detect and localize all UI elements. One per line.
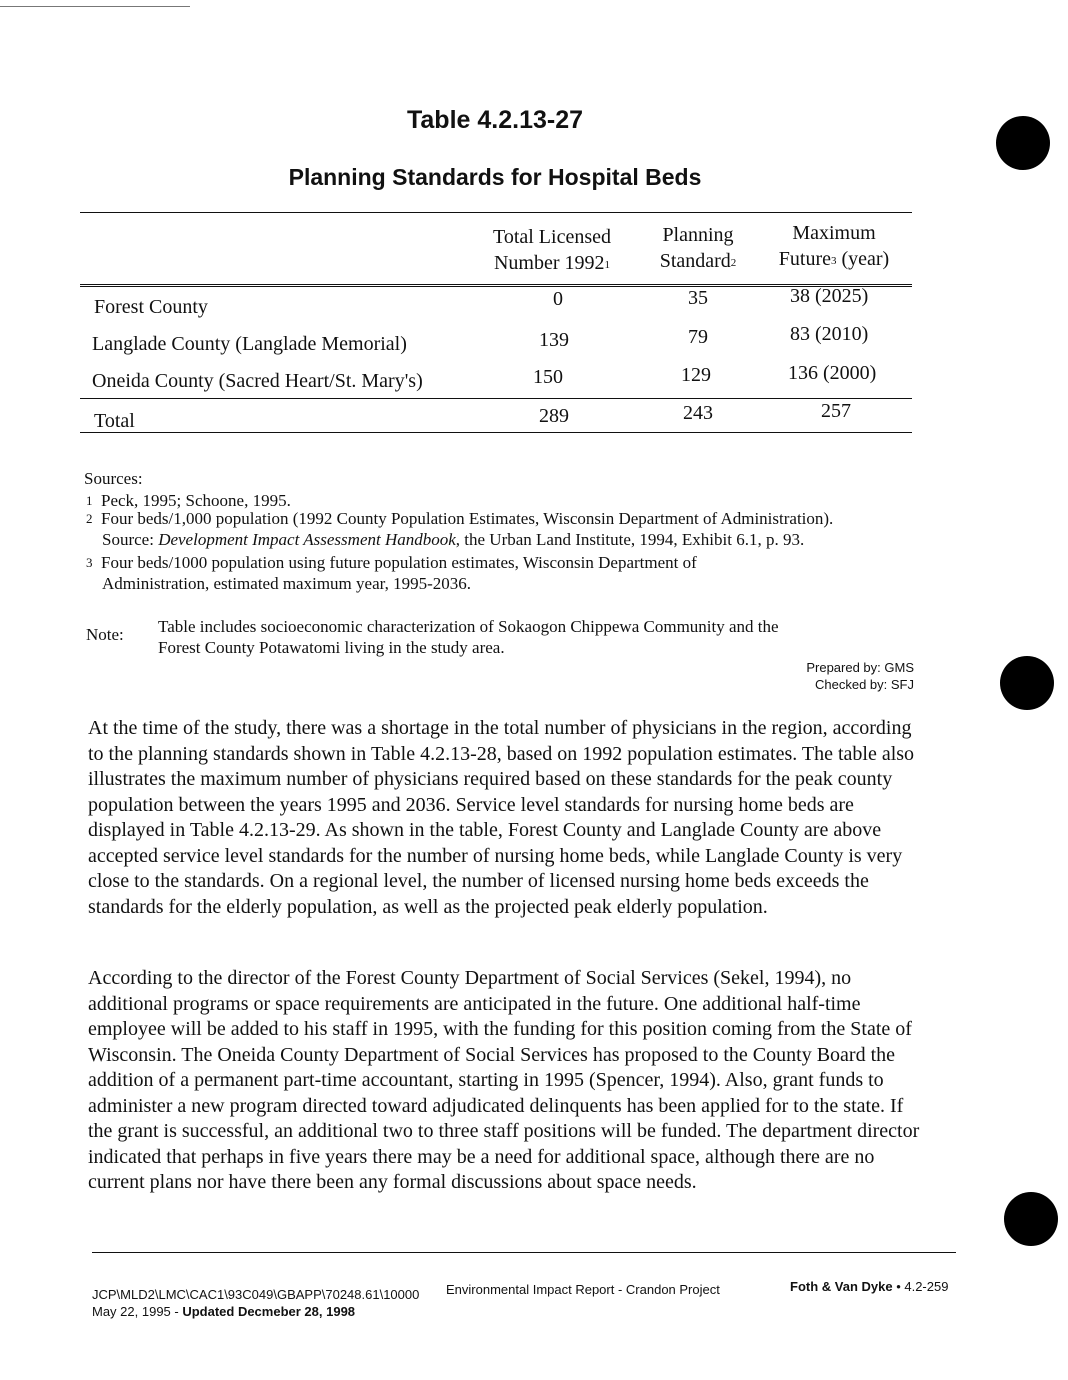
row-future: 38 (2025) — [790, 285, 869, 307]
source-3: $^3$ Four beds/1000 population using future population estimates, Wisconsin Department of Administration, estimated maximum year, 1995-2036. — [86, 553, 697, 593]
scan-edge-line — [0, 6, 190, 7]
footer-report-title: Environmental Impact Report - Crandon Project — [446, 1282, 720, 1297]
total-top-rule — [80, 398, 912, 399]
note-label: Note: — [86, 625, 124, 644]
row-label: Langlade County (Langlade Memorial) — [92, 333, 407, 355]
header-maximum-future: Maximum Future$^3$ (year) — [778, 222, 890, 270]
punch-hole — [1004, 1192, 1058, 1246]
body-paragraph-2: According to the director of the Forest County Department of Social Services (Sekel, 1994), no additional programs or space requirements are anticipated in the future. One additional half-time employee will be added to his staff in 1995, with the funding for this position coming from the State of Wisconsin. The Oneida County Department of Social Services has proposed to the County Board the addition of a permanent part-time accountant, starting in 1995 (Spencer, 1994). Also, grant funds to administer a new program directed toward adjudicated delinquents has been applied for to the state. If the grant is successful, an additional two to three staff positions will be funded. The department director indicated that perhaps in five years there may be a need for additional space, although there are no current plans nor have there been any formal discussions about space needs. — [88, 967, 920, 1193]
row-future: 136 (2000) — [788, 362, 877, 384]
row-standard: 129 — [681, 364, 711, 386]
source-1: $^1$ Peck, 1995; Schoone, 1995. — [86, 491, 291, 510]
prepared-by: Prepared by: GMS Checked by: SFJ — [806, 660, 914, 692]
table-number: Table 4.2.13-27 — [406, 106, 584, 134]
header-planning-standard: Planning Standard$^2$ — [659, 224, 737, 272]
row-label: Forest County — [94, 296, 208, 318]
row-standard: 35 — [688, 287, 708, 309]
row-standard: 79 — [688, 326, 708, 348]
table-title: Planning Standards for Hospital Beds — [288, 164, 702, 190]
header-double-rule — [80, 284, 912, 287]
source-2: $^2$ Four beds/1,000 population (1992 County Population Estimates, Wisconsin Department of Administration). Source: Development Impact Assessment Handbook, the Urban Land Institute, 1994, Exhibit 6.1, p. 93. — [86, 509, 834, 549]
row-future: 83 (2010) — [790, 323, 869, 345]
table-top-rule — [80, 212, 912, 213]
punch-hole — [996, 116, 1050, 170]
row-licensed: 150 — [533, 366, 563, 388]
header-total-licensed: Total Licensed Number 1992$^1$ — [493, 226, 611, 274]
body-paragraph-1: At the time of the study, there was a shortage in the total number of physicians in the region, according to the planning standards shown in Table 4.2.13-28, based on 1992 population estimates. The table also illustrates the maximum number of physicians required based on these standards for the peak county population between the years 1995 and 2036. Service level standards for nursing home beds are displayed in Table 4.2.13-29. As shown in the table, Forest County and Langlade County are above accepted service level standards for the number of nursing home beds, while Langlade County is very close to the standards. On a regional level, the number of licensed nursing home beds exceeds the standards for the elderly population, as well as the projected peak elderly population. — [88, 717, 915, 918]
punch-hole — [1000, 656, 1054, 710]
row-licensed: 139 — [539, 329, 569, 351]
total-future: 257 — [821, 400, 851, 422]
sources-heading: Sources: — [84, 469, 143, 488]
row-label: Oneida County (Sacred Heart/St. Mary's) — [92, 370, 423, 392]
total-standard: 243 — [683, 402, 713, 424]
note-text: Table includes socioeconomic characterization of Sokaogon Chippewa Community and the Forest County Potawatomi living in the study area. — [158, 617, 779, 657]
total-label: Total — [94, 410, 135, 432]
table-bottom-rule — [80, 432, 912, 433]
footer-rule — [92, 1252, 956, 1253]
footer-file-info: JCP\MLD2\LMC\CAC1\93C049\GBAPP\70248.61\10000 May 22, 1995 - Updated Decmeber 28, 1998 — [92, 1287, 420, 1319]
footer-page-info: Foth & Van Dyke • 4.2-259 — [790, 1279, 949, 1294]
row-licensed: 0 — [553, 288, 563, 310]
total-licensed: 289 — [539, 405, 569, 427]
